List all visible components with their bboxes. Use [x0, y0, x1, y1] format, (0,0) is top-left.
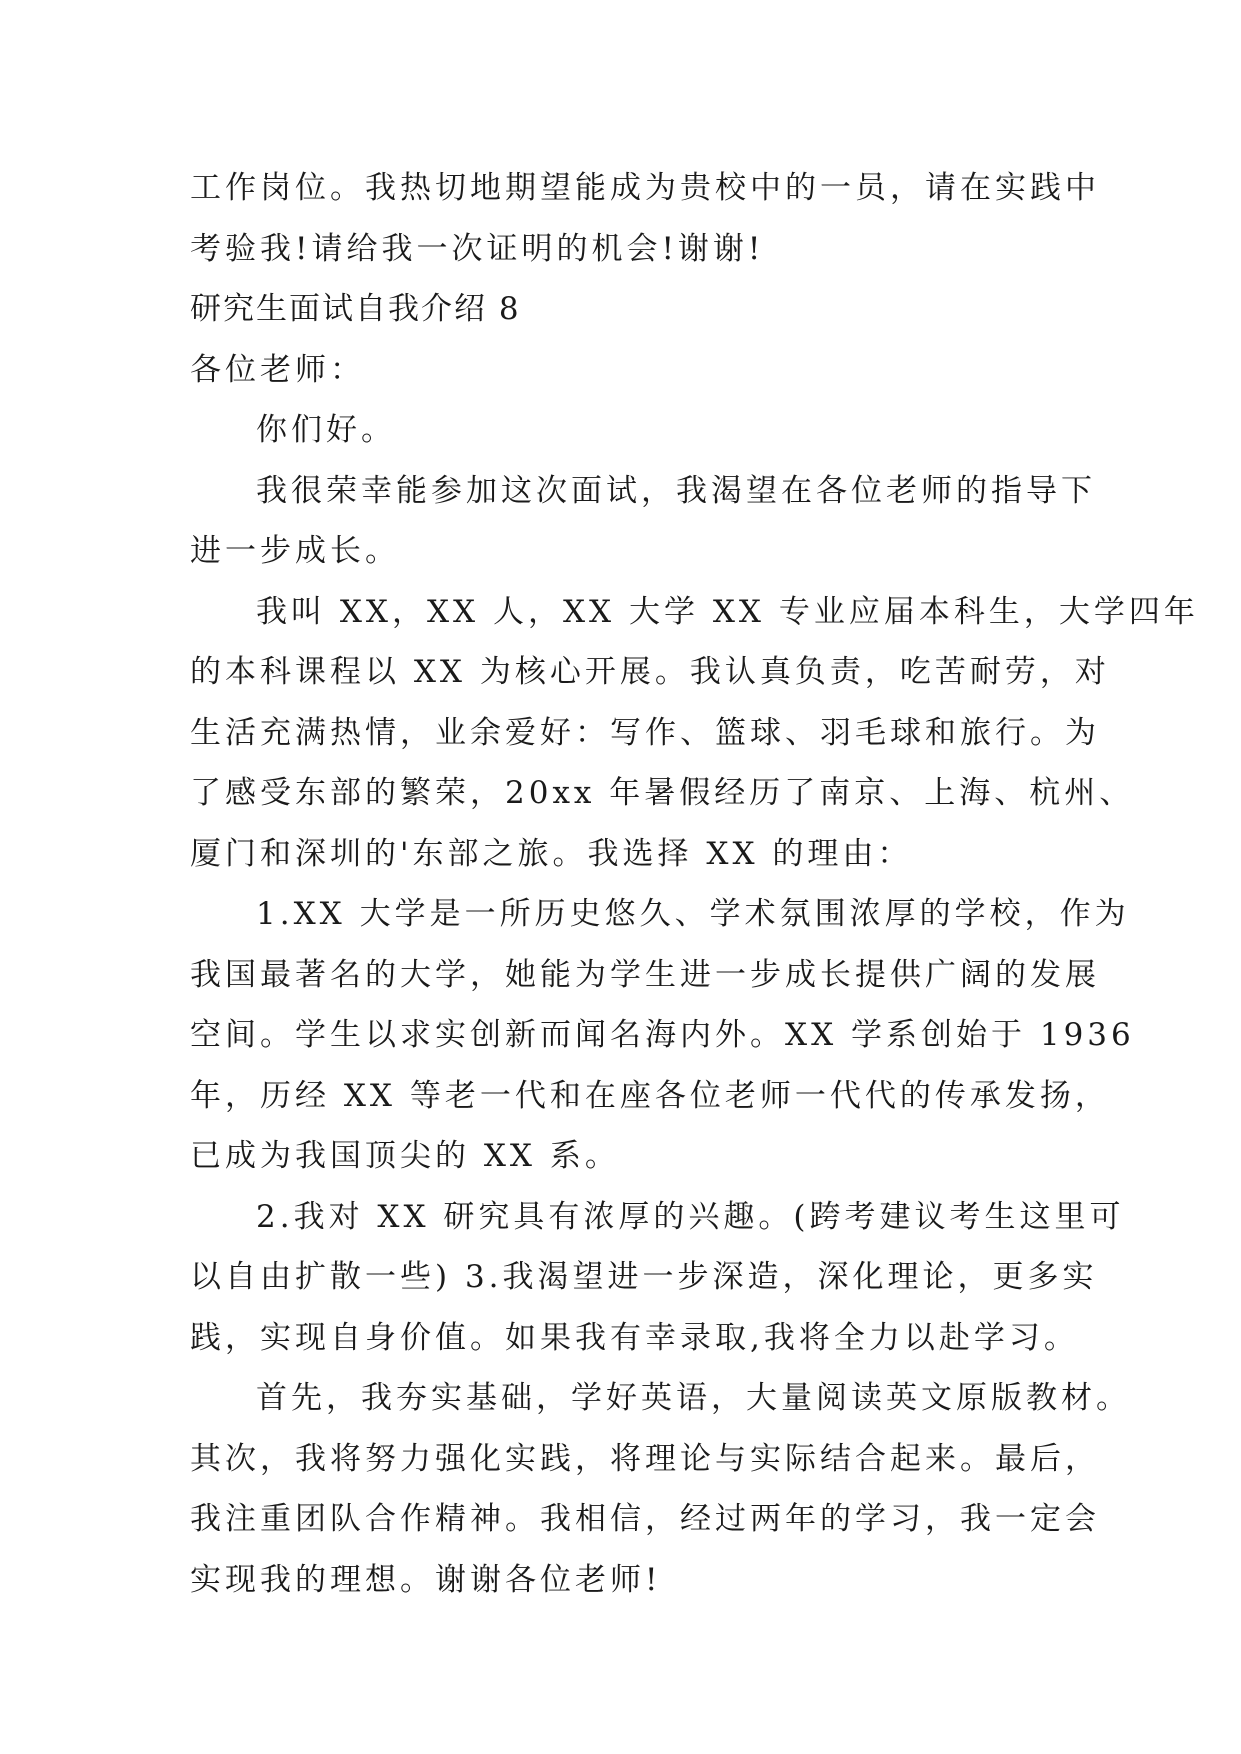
text-line: 我国最著名的大学，她能为学生进一步成长提供广阔的发展	[190, 956, 1100, 993]
text-line: 践，实现自身价值。如果我有幸录取,我将全力以赴学习。	[190, 1319, 1079, 1356]
text-line: 了感受东部的繁荣，20xx 年暑假经历了南京、上海、杭州、	[190, 775, 1135, 811]
text-line: 以自由扩散一些) 3.我渴望进一步深造，深化理论，更多实	[190, 1259, 1098, 1295]
text-line: 我很荣幸能参加这次面试，我渴望在各位老师的指导下	[256, 472, 1096, 509]
salutation: 各位老师：	[190, 351, 365, 388]
text-line: 2.我对 XX 研究具有浓厚的兴趣。(跨考建议考生这里可	[256, 1198, 1125, 1235]
text-line: 厦门和深圳的'东部之旅。我选择 XX 的理由：	[190, 835, 913, 872]
text-line: 实现我的理想。谢谢各位老师!	[190, 1561, 662, 1598]
text-line: 生活充满热情，业余爱好：写作、篮球、羽毛球和旅行。为	[190, 714, 1100, 751]
text-line: 已成为我国顶尖的 XX 系。	[190, 1138, 620, 1174]
text-line: 首先，我夯实基础，学好英语，大量阅读英文原版教材。	[256, 1380, 1131, 1416]
section-title: 研究生面试自我介绍 8	[190, 291, 521, 327]
document-body	[190, 158, 1199, 1610]
greeting: 你们好。	[256, 412, 396, 448]
text-line: 考验我!请给我一次证明的机会!谢谢!	[190, 230, 765, 267]
text-line: 年，历经 XX 等老一代和在座各位老师一代代的传承发扬，	[190, 1077, 1110, 1114]
text-line: 1.XX 大学是一所历史悠久、学术氛围浓厚的学校，作为	[256, 896, 1130, 932]
text-line: 其次，我将努力强化实践，将理论与实际结合起来。最后，	[190, 1440, 1100, 1477]
text-line: 我注重团队合作精神。我相信，经过两年的学习，我一定会	[190, 1501, 1100, 1537]
text-line: 空间。学生以求实创新而闻名海内外。XX 学系创始于 1936	[190, 1017, 1135, 1053]
text-line: 我叫 XX，XX 人，XX 大学 XX 专业应届本科生，大学四年	[256, 593, 1199, 630]
text-line: 进一步成长。	[190, 533, 400, 569]
text-line: 工作岗位。我热切地期望能成为贵校中的一员，请在实践中	[190, 170, 1100, 206]
text-line: 的本科课程以 XX 为核心开展。我认真负责，吃苦耐劳，对	[190, 654, 1110, 690]
